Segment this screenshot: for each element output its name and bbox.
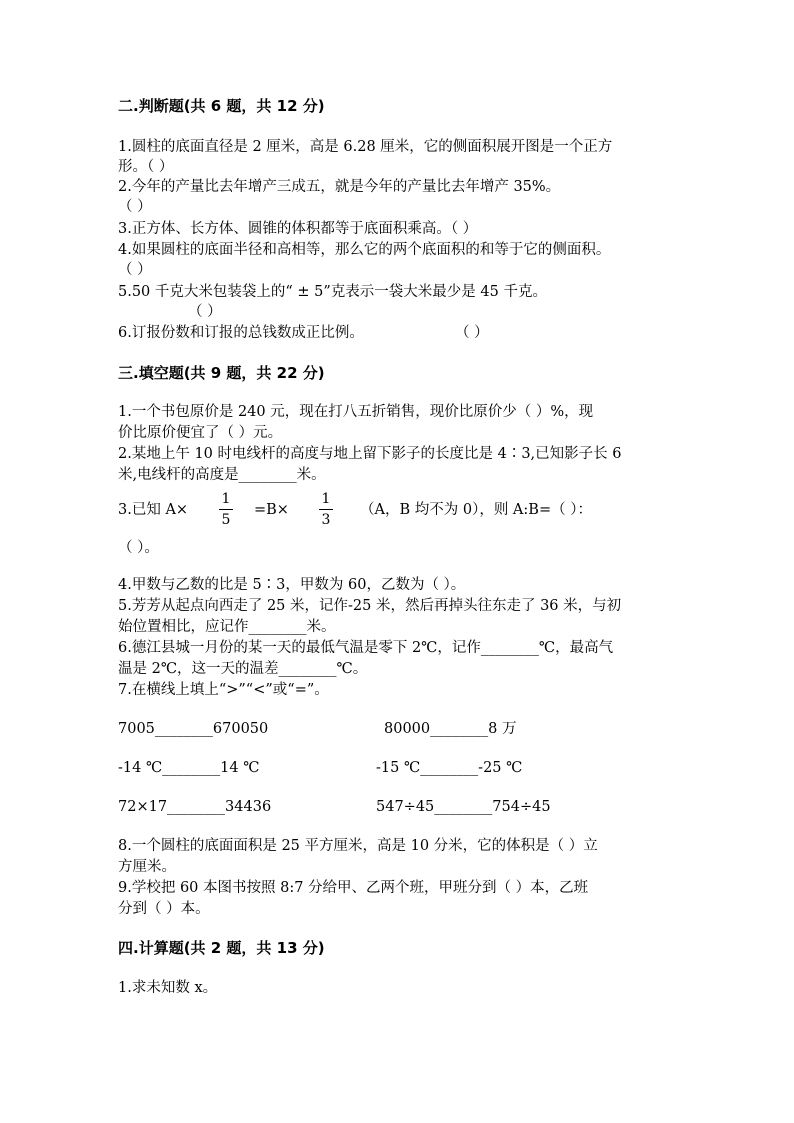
section-heading-calculation: 四.计算题(共 2 题，共 13 分) — [118, 939, 325, 957]
fill-q6-line1: 6.德江县城一月份的某一天的最低气温是零下 2℃，记作________℃，最高气 — [118, 640, 614, 656]
judgement-q5-line2: （ ） — [188, 304, 222, 320]
fill-q3-line2: （ ）。 — [118, 540, 159, 556]
fraction-bar — [319, 509, 333, 510]
fraction-denominator: 3 — [321, 512, 331, 528]
fill-q3-fraction-one-fifth — [218, 491, 234, 528]
fill-q2-line1: 2.某地上午 10 时电线杆的高度与地上留下影子的长度比是 4∶3,已知影子长 6 — [118, 446, 622, 462]
compare-row-1-right: 80000________8 万 — [384, 721, 517, 737]
compare-row-3-left: 72×17________34436 — [118, 799, 272, 815]
fill-q4: 4.甲数与乙数的比是 5∶3，甲数为 60，乙数为（ ）。 — [118, 577, 466, 593]
judgement-q4-line2: （ ） — [118, 262, 152, 278]
compare-row-1-left: 7005________670050 — [118, 721, 269, 737]
fill-q5-line2: 始位置相比，应记作________米。 — [118, 619, 336, 635]
judgement-q6-answer-paren: （ ） — [455, 325, 489, 341]
compare-row-2-left: -14 ℃________14 ℃ — [118, 760, 260, 776]
judgement-q1-line2: 形。（ ） — [118, 159, 174, 175]
fill-q9-line1: 9.学校把 60 本图书按照 8:7 分给甲、乙两个班，甲班分到（ ）本，乙班 — [118, 880, 589, 896]
judgement-q2-line2: （ ） — [118, 199, 152, 215]
judgement-q3: 3.正方体、长方体、圆锥的体积都等于底面积乘高。（ ） — [118, 221, 478, 237]
judgement-q6: 6.订报份数和订报的总钱数成正比例。 — [118, 325, 364, 341]
judgement-q4-line1: 4.如果圆柱的底面半径和高相等，那么它的两个底面积的和等于它的侧面积。 — [118, 242, 611, 258]
fill-q3-part2: =B× — [254, 502, 289, 518]
calc-q1: 1.求未知数 x。 — [118, 980, 218, 996]
fill-q3-part3: （A，B 均不为 0），则 A:B=（ ）： — [360, 502, 592, 518]
judgement-q5-line1: 5.50 千克大米包装袋上的“ ± 5”克表示一袋大米最少是 45 千克。 — [118, 284, 547, 300]
fraction-denominator: 5 — [221, 512, 231, 528]
fill-q2-line2: 米,电线杆的高度是________米。 — [118, 467, 326, 483]
compare-row-3-right: 547÷45________754÷45 — [376, 799, 551, 815]
fraction-numerator: 1 — [321, 491, 331, 507]
judgement-q1-line1: 1.圆柱的底面直径是 2 厘米，高是 6.28 厘米，它的侧面积展开图是一个正方 — [118, 139, 613, 155]
fill-q7: 7.在横线上填上“>”“<”或“=”。 — [118, 682, 329, 698]
fill-q1-line1: 1.一个书包原价是 240 元，现在打八五折销售，现价比原价少（ ）%，现 — [118, 404, 594, 420]
fill-q8-line1: 8.一个圆柱的底面面积是 25 平方厘米，高是 10 分米，它的体积是（ ）立 — [118, 838, 598, 854]
fill-q8-line2: 方厘米。 — [118, 859, 176, 875]
section-heading-judgement: 二.判断题(共 6 题，共 12 分) — [118, 97, 325, 115]
compare-row-2-right: -15 ℃________-25 ℃ — [376, 760, 523, 776]
fill-q3-part1: 3.已知 A× — [118, 502, 189, 518]
fill-q5-line1: 5.芳芳从起点向西走了 25 米，记作-25 米，然后再掉头往东走了 36 米，与初 — [118, 598, 622, 614]
judgement-q2-line1: 2.今年的产量比去年增产三成五，就是今年的产量比去年增产 35%。 — [118, 179, 561, 195]
fill-q9-line2: 分到（ ）本。 — [118, 901, 210, 917]
fill-q6-line2: 温是 2℃，这一天的温差________℃。 — [118, 661, 368, 677]
fill-q1-line2: 价比原价便宜了（ ）元。 — [118, 425, 283, 441]
fraction-bar — [219, 509, 233, 510]
section-heading-fill-blank: 三.填空题(共 9 题，共 22 分) — [118, 364, 325, 382]
fraction-numerator: 1 — [221, 491, 231, 507]
fill-q3-fraction-one-third — [318, 491, 334, 528]
